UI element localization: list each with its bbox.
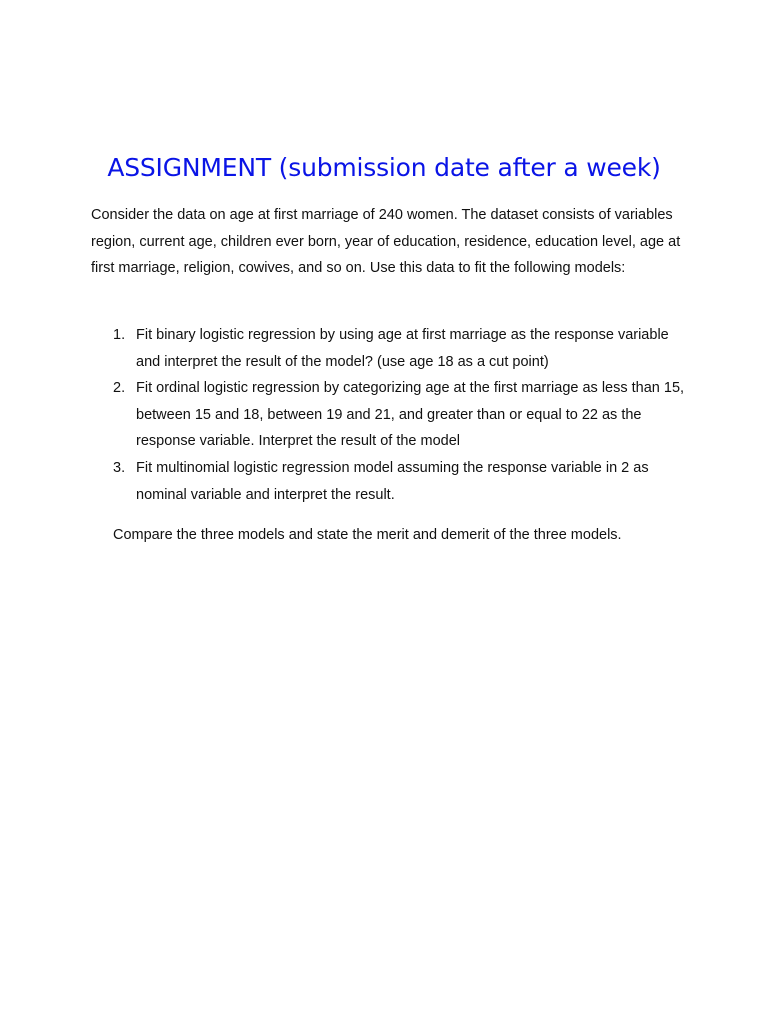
list-item-text: Fit binary logistic regression by using age at first marriage as the response variable and interpret the result of the model? (use age 18 as a cut point) <box>136 327 669 370</box>
list-item-number: 2. <box>113 380 126 397</box>
list-item-text: Fit multinomial logistic regression model assuming the response variable in 2 as nominal variable and interpret the result. <box>136 459 649 503</box>
list-item <box>91 455 691 508</box>
model-list <box>91 322 691 508</box>
intro-paragraph: Consider the data on age at first marriage of 240 women. The dataset consists of variables region, current age, children ever born, year of education, residence, education level, age at first marriage, religion, cowives, and so on. Use this data to fit the following models: <box>91 207 681 277</box>
list-item-text: Fit ordinal logistic regression by categorizing age at the first marriage as less than 15, between 15 and 18, between 19 and 21, and greater than or equal to 22 as the response variable. Interpret the result of the model <box>136 380 685 450</box>
list-item-number: 1. <box>113 327 126 343</box>
assignment-title: ASSIGNMENT (submission date after a week) <box>107 153 661 182</box>
closing-paragraph: Compare the three models and state the merit and demerit of the three models. <box>113 527 622 543</box>
list-item <box>91 375 691 455</box>
list-item <box>91 322 691 375</box>
list-item-number: 3. <box>113 459 126 476</box>
